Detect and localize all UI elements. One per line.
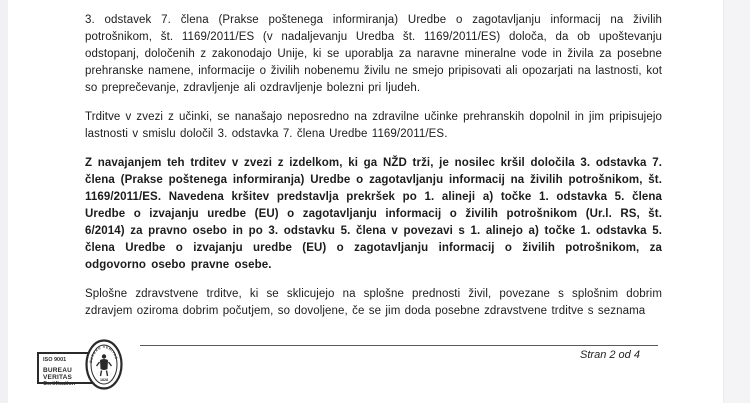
svg-text:BUREAU VERITAS: BUREAU VERITAS bbox=[88, 344, 119, 364]
page-number: Stran 2 od 4 bbox=[580, 349, 640, 361]
paragraph-claims-effects: Trditve v zvezi z učinki, se nanašajo neposredno na zdravilne učinke prehranskih dopolnil in jim pripisujejo lastnosti v smislu določil 3. odstavka 7. člena Uredbe 1169/2011/ES. bbox=[85, 111, 662, 140]
bureau-veritas-label: BUREAU VERITAS bbox=[43, 367, 73, 381]
document-body bbox=[85, 12, 662, 332]
scan-edge-right bbox=[723, 0, 750, 403]
footer-divider bbox=[140, 345, 658, 346]
iso-9001-label: ISO 9001 bbox=[43, 357, 67, 363]
certification-label: Certification bbox=[43, 381, 76, 387]
svg-text:1828: 1828 bbox=[100, 378, 108, 382]
scan-edge-left bbox=[0, 0, 8, 403]
paragraph-violation-bold: Z navajanjem teh trditev v zvezi z izdelkom, ki ga NŽD trži, je nosilec kršil določila 3. odstavka 7. člena (Prakse poštenega informiranja) Uredbe o zagotavljanju informacij na živilih potrošnikom, št. 1169/2011/ES. Navedena kršitev predstavlja prekršek po 1. alineji a) točke 1. odstavka 5. člena Uredbe o izvajanju uredbe (EU) o zagotavljanju informacij o živilih potrošnikom (Ur.l. RS, št. 6/2014) za pravno osebo in po 3. odstavku 5. člena v povezavi s 1. alinejo a) točke 1. odstavka 5. člena Uredbe o izvajanju uredbe (EU) o zagotavljanju informacij o živilih potrošnikom, za odgovorno osebo pravne osebe. bbox=[85, 157, 662, 271]
paragraph-regulation-7-3: 3. odstavek 7. člena (Prakse poštenega informiranja) Uredbe o zagotavljanju informacij na živilih potrošnikom, št. 1169/2011/ES (v nadaljevanju Uredba št. 1169/2011/ES) določa, da ob upoštevanju odstopanj, določenih z zakonodajo Unije, ki se uporablja za naravne mineralne vode in živila za posebne prehranske namene, informacije o živilih nobenemu živilu ne smejo pripisovati ali opozarjati na lastnosti, kot so preprečevanje, zdravljenje ali ozdravljenje bolezni pri ljudeh. bbox=[85, 14, 662, 94]
bureau-veritas-seal-icon bbox=[85, 339, 123, 390]
paragraph-general-health-claims: Splošne zdravstvene trditve, ki se sklicujejo na splošne prednosti živil, povezane s splošnim dobrim zdravjem oziroma dobrim počutjem, so dovoljene, če se jim doda posebne zdravstvene trditve s seznama bbox=[85, 288, 662, 317]
